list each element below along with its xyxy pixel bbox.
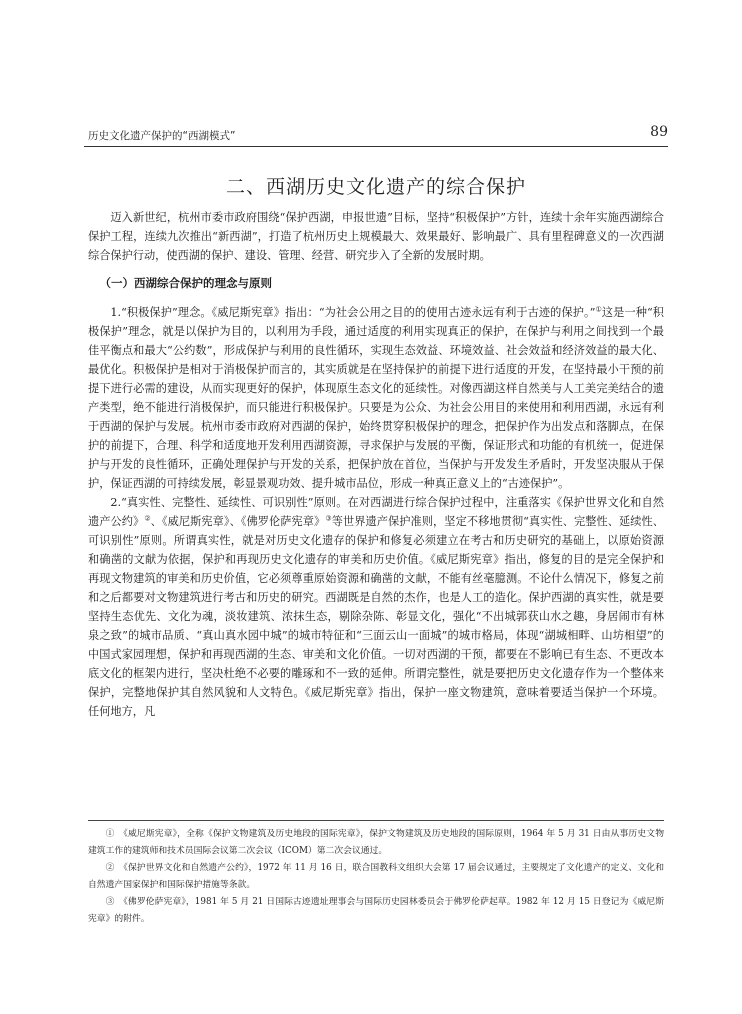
footnote-1: ① 《威尼斯宪章》，全称《保护文物建筑及历史地段的国际宪章》，保护文物建筑及历史地段的国际原则，1964 年 5 月 31 日由从事历史文物建筑工作的建筑师和技术员国际会议第二次会议（ICOM）第二次会议通过。 <box>88 829 664 856</box>
footnote-ref-2: ② <box>144 514 151 523</box>
paragraph-1-lead: 1.“积极保护”理念。 <box>110 306 212 319</box>
body-text <box>88 208 664 721</box>
paragraph-2-text-c: 等世界遗产保护准则，坚定不移地贯彻“真实性、完整性、延续性、可识别性”原则。所谓真实性，就是对历史文化遗存的保护和修复必须建立在考古和历史研究的基础上，以原始资源和确凿的文献为依据，保护和再现历史文化遗存的审美和历史价值。《威尼斯宪章》指出，修复的目的是完全保护和再现文物建筑的审美和历史价值，它必须尊重原始资源和确凿的文献，不能有丝毫臆测。不论什么情况下，修复之前和之后都要对文物建筑进行考古和历史的研究。西湖既是自然的杰作，也是人工的造化。保护西湖的真实性，就是要坚持生态优先、文化为魂，淡妆建筑、浓抹生态，剔除杂陈、彰显文化，强化“不出城郭获山水之趣，身居闹市有林泉之致”的城市品质、“真山真水园中城”的城市特征和“三面云山一面城”的城市格局，体现“湖城相畔、山坊相望”的中国式家园理想，保护和再现西湖的生态、审美和文化价值。一切对西湖的干预，都要在不影响已有生态、不更改本底文化的框架内进行，坚决杜绝不必要的雕琢和不一致的延伸。所谓完整性，就是要把历史文化遗存作为一个整体来保护，完整地保护其自然风貌和人文特色。《威尼斯宪章》指出，保护一座文物建筑，意味着要适当保护一个环境。任何地方，凡 <box>88 515 664 718</box>
paragraph-1-text-a: 《威尼斯宪章》指出：“为社会公用之目的的使用古迹永远有利于古迹的保护。” <box>211 306 596 319</box>
header-rule <box>84 146 668 147</box>
paragraph-2-text-a: 在对西湖进行综合保护过程中，注重落实《保护世界文化和自然遗产公约》 <box>88 496 664 528</box>
paragraph-2-text-b: 、《威尼斯宪章》、《佛罗伦萨宪章》 <box>150 515 326 528</box>
footnote-2: ② 《保护世界文化和自然遗产公约》，1972 年 11 月 16 日，联合国教科文组织大会第 17 届会议通过，主要规定了文化遗产的定义、文化和自然遗产国家保护和国际保护措施等条款。 <box>88 863 664 890</box>
section-title: 二、西湖历史文化遗产的综合保护 <box>225 176 526 198</box>
paragraph-1 <box>88 303 664 493</box>
subheading: （一）西湖综合保护的理念与原则 <box>99 276 272 290</box>
intro-paragraph: 迈入新世纪，杭州市委市政府围绕“保护西湖，申报世遗”目标，坚持“积极保护”方针，连续十余年实施西湖综合保护工程，连续九次推出“新西湖”，打造了杭州历史上规模最大、效果最好、影响最广、具有里程碑意义的一次西湖综合保护行动，使西湖的保护、建设、管理、经营、研究步入了全新的发展时期。 <box>88 211 664 262</box>
footnote-3: ③ 《佛罗伦萨宪章》，1981 年 5 月 21 日国际古迹遗址理事会与国际历史园林委员会于佛罗伦萨起草。1982 年 12 月 15 日登记为《威尼斯宪章》的附件。 <box>88 897 664 924</box>
running-title: 历史文化遗产保护的“西湖模式” <box>88 130 236 142</box>
footnotes <box>88 826 664 928</box>
page-number: 89 <box>650 124 668 140</box>
paragraph-2 <box>88 493 664 721</box>
paragraph-2-lead: 2.“真实性、完整性、延续性、可识别性”原则。 <box>110 496 348 509</box>
paragraph-1-text-b: 这是一种“积极保护”理念，就是以保护为目的，以利用为手段，通过适度的利用实现真正的保护，在保护与利用之间找到一个最佳平衡点和最大“公约数”，形成保护与利用的良性循环，实现生态效益、环境效益、社会效益和经济效益的最大化、最优化。积极保护是相对于消极保护而言的，其实质就是在坚持保护的前提下进行适度的开发，在坚持最小干预的前提下进行必需的建设，从而实现更好的保护，体现原生态文化的延续性。对像西湖这样自然美与人工美完美结合的遗产类型，绝不能进行消极保护，而只能进行积极保护。只要是为公众、为社会公用目的来使用和利用西湖，永远有利于西湖的保护与发展。杭州市委市政府对西湖的保护，始终贯穿积极保护的理念，把保护作为出发点和落脚点，在保护的前提下，合理、科学和适度地开发利用西湖资源，寻求保护与发展的平衡，保证形式和功能的有机统一，促进保护与开发的良性循环，正确处理保护与开发的关系，把保护放在首位，当保护与开发发生矛盾时，开发坚决服从于保护，保证西湖的可持续发展，彰显景观功效、提升城市品位，形成一种真正意义上的“古迹保护”。 <box>88 306 664 490</box>
footnote-ref-3: ③ <box>325 514 332 523</box>
footnote-rule <box>88 820 664 821</box>
footnote-ref-1: ① <box>595 305 602 314</box>
